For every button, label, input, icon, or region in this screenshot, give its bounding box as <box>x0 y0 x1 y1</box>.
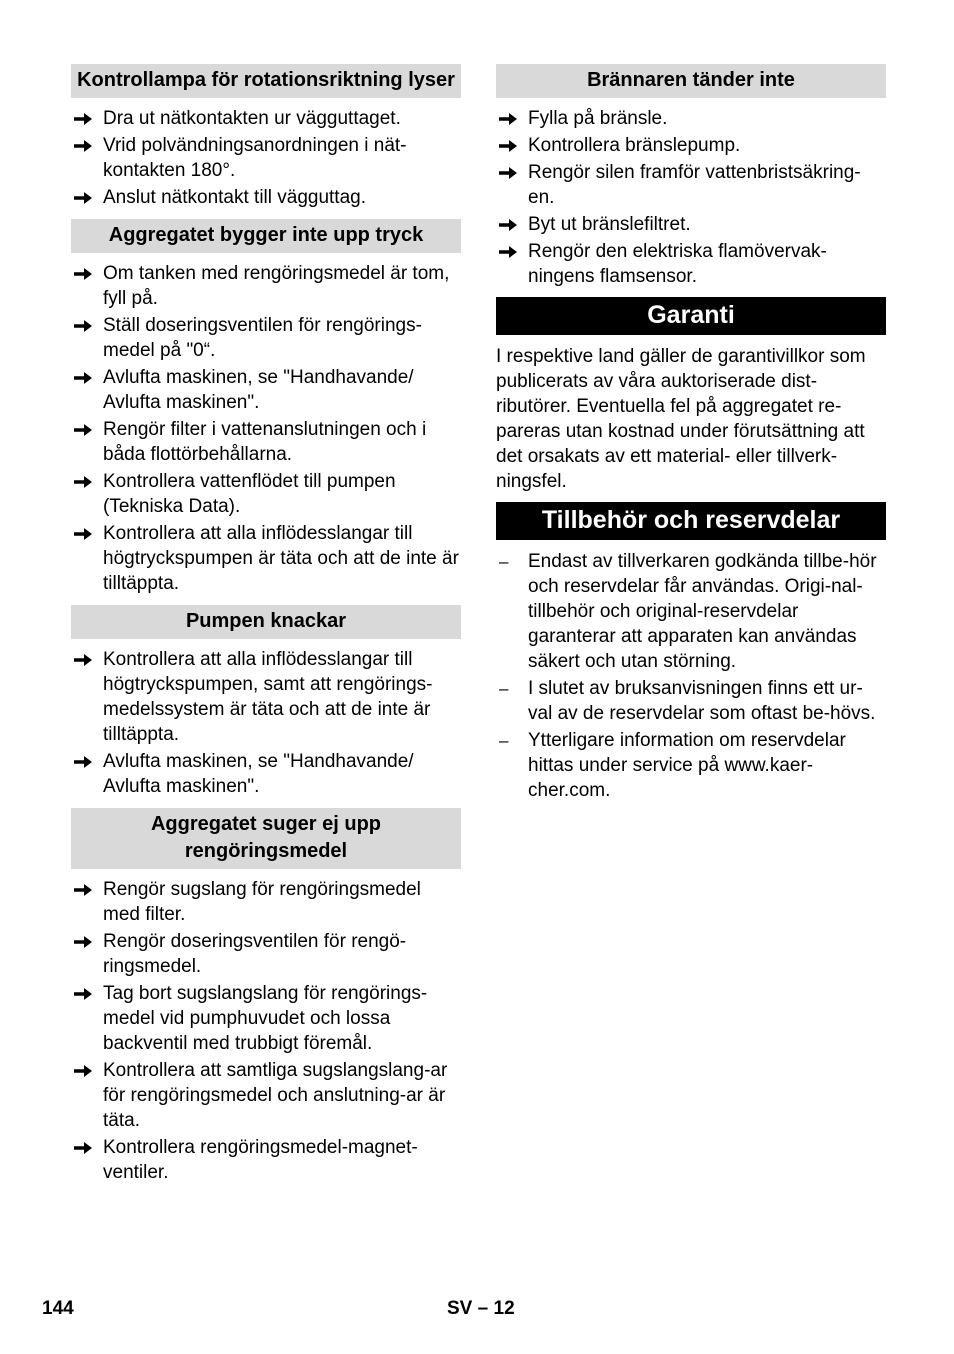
list-item: Ställ doseringsventilen för rengörings-medel på "0“. <box>71 313 461 363</box>
arrow-right-icon <box>73 185 95 205</box>
pump-knocks-list <box>71 647 461 799</box>
arrow-right-icon <box>73 313 95 333</box>
warranty-heading: Garanti <box>496 297 886 335</box>
arrow-right-icon <box>73 106 95 126</box>
section-heading-burner: Brännaren tänder inte <box>496 64 886 98</box>
list-item: Vrid polvändningsanordningen i nät-kontakten 180°. <box>71 133 461 183</box>
arrow-right-icon <box>73 417 95 437</box>
arrow-right-icon <box>73 647 95 667</box>
page-number: 144 <box>42 1298 74 1319</box>
arrow-right-icon <box>498 212 520 232</box>
rotation-lamp-list <box>71 106 461 210</box>
arrow-right-icon <box>73 521 95 541</box>
arrow-right-icon <box>498 160 520 180</box>
arrow-right-icon <box>73 749 95 769</box>
footer-section-label <box>447 1298 515 1320</box>
dash-bullet: – <box>499 679 509 698</box>
arrow-right-icon <box>498 106 520 126</box>
footer-separator: – <box>477 1298 489 1319</box>
dash-bullet: – <box>499 731 509 750</box>
section-page-number: 12 <box>493 1298 515 1319</box>
list-item: Kontrollera att samtliga sugslangslang-ar för rengöringsmedel och anslutning-ar är täta. <box>71 1058 461 1133</box>
section-heading-pump-knocks: Pumpen knackar <box>71 605 461 639</box>
arrow-right-icon <box>73 1058 95 1078</box>
burner-list <box>496 106 886 289</box>
list-item: Avlufta maskinen, se "Handhavande/ Avlufta maskinen". <box>71 365 461 415</box>
list-item: Kontrollera att alla inflödesslangar till högtryckspumpen, samt att rengörings-medelssystem är täta och att de inte är tilltäppta. <box>71 647 461 747</box>
arrow-right-icon <box>73 133 95 153</box>
section-heading-no-detergent-suction: Aggregatet suger ej upp rengöringsmedel <box>71 808 461 869</box>
arrow-right-icon <box>73 365 95 385</box>
arrow-right-icon <box>498 239 520 259</box>
dash-bullet: – <box>499 552 509 571</box>
list-item: Byt ut bränslefiltret. <box>496 212 886 237</box>
list-item: Om tanken med rengöringsmedel är tom, fyll på. <box>71 261 461 311</box>
list-item: Kontrollera att alla inflödesslangar till högtryckspumpen är täta och att de inte är tilltäppta. <box>71 521 461 596</box>
list-item: – Ytterligare information om reservdelar hittas under service på www.kaer-cher.com. <box>499 730 846 801</box>
list-item: Anslut nätkontakt till vägguttag. <box>71 185 461 210</box>
arrow-right-icon <box>73 469 95 489</box>
arrow-right-icon <box>73 981 95 1001</box>
list-item: Rengör filter i vattenanslutningen och i båda flottörbehållarna. <box>71 417 461 467</box>
right-column <box>496 64 886 805</box>
list-item: Rengör sugslang för rengöringsmedel med filter. <box>71 877 461 927</box>
no-detergent-suction-list <box>71 877 461 1185</box>
accessories-heading: Tillbehör och reservdelar <box>496 502 886 540</box>
list-item: Rengör silen framför vattenbristsäkring-en. <box>496 160 886 210</box>
language-code: SV <box>447 1298 473 1319</box>
list-item: Kontrollera rengöringsmedel-magnet-ventiler. <box>71 1135 461 1185</box>
section-heading-no-pressure: Aggregatet bygger inte upp tryck <box>71 219 461 253</box>
list-item: Kontrollera bränslepump. <box>496 133 886 158</box>
list-item: Fylla på bränsle. <box>496 106 886 131</box>
arrow-right-icon <box>73 261 95 281</box>
arrow-right-icon <box>73 929 95 949</box>
list-item: – I slutet av bruksanvisningen finns ett ur-val av de reservdelar som oftast be-hövs. <box>499 678 876 724</box>
left-column <box>71 64 461 1187</box>
list-item: Tag bort sugslangslang för rengörings-medel vid pumphuvudet och lossa backventil med trubbigt föremål. <box>71 981 461 1056</box>
arrow-right-icon <box>73 1135 95 1155</box>
warranty-text: I respektive land gäller de garantivillkor som publicerats av våra auktoriserade dist-ributörer. Eventuella fel på aggregatet re-pareras utan kostnad under förutsättning att det orsakats av ett material- eller tillverk-ningsfel. <box>496 346 866 492</box>
list-item: Dra ut nätkontakten ur vägguttaget. <box>71 106 461 131</box>
list-item: Rengör doseringsventilen för rengö-ringsmedel. <box>71 929 461 979</box>
list-item: Kontrollera vattenflödet till pumpen (Tekniska Data). <box>71 469 461 519</box>
list-item: Avlufta maskinen, se "Handhavande/ Avlufta maskinen". <box>71 749 461 799</box>
section-heading-rotation-lamp: Kontrollampa för rotationsriktning lyser <box>71 64 461 98</box>
arrow-right-icon <box>73 877 95 897</box>
list-item: – Endast av tillverkaren godkända tillbe-hör och reservdelar får användas. Origi-nal-tillbehör och original-reservdelar garanterar att apparaten kan användas säkert och utan störning. <box>499 551 877 672</box>
arrow-right-icon <box>498 133 520 153</box>
no-pressure-list <box>71 261 461 596</box>
accessories-list <box>496 549 886 803</box>
list-item: Rengör den elektriska flamövervak-ningens flamsensor. <box>496 239 886 289</box>
